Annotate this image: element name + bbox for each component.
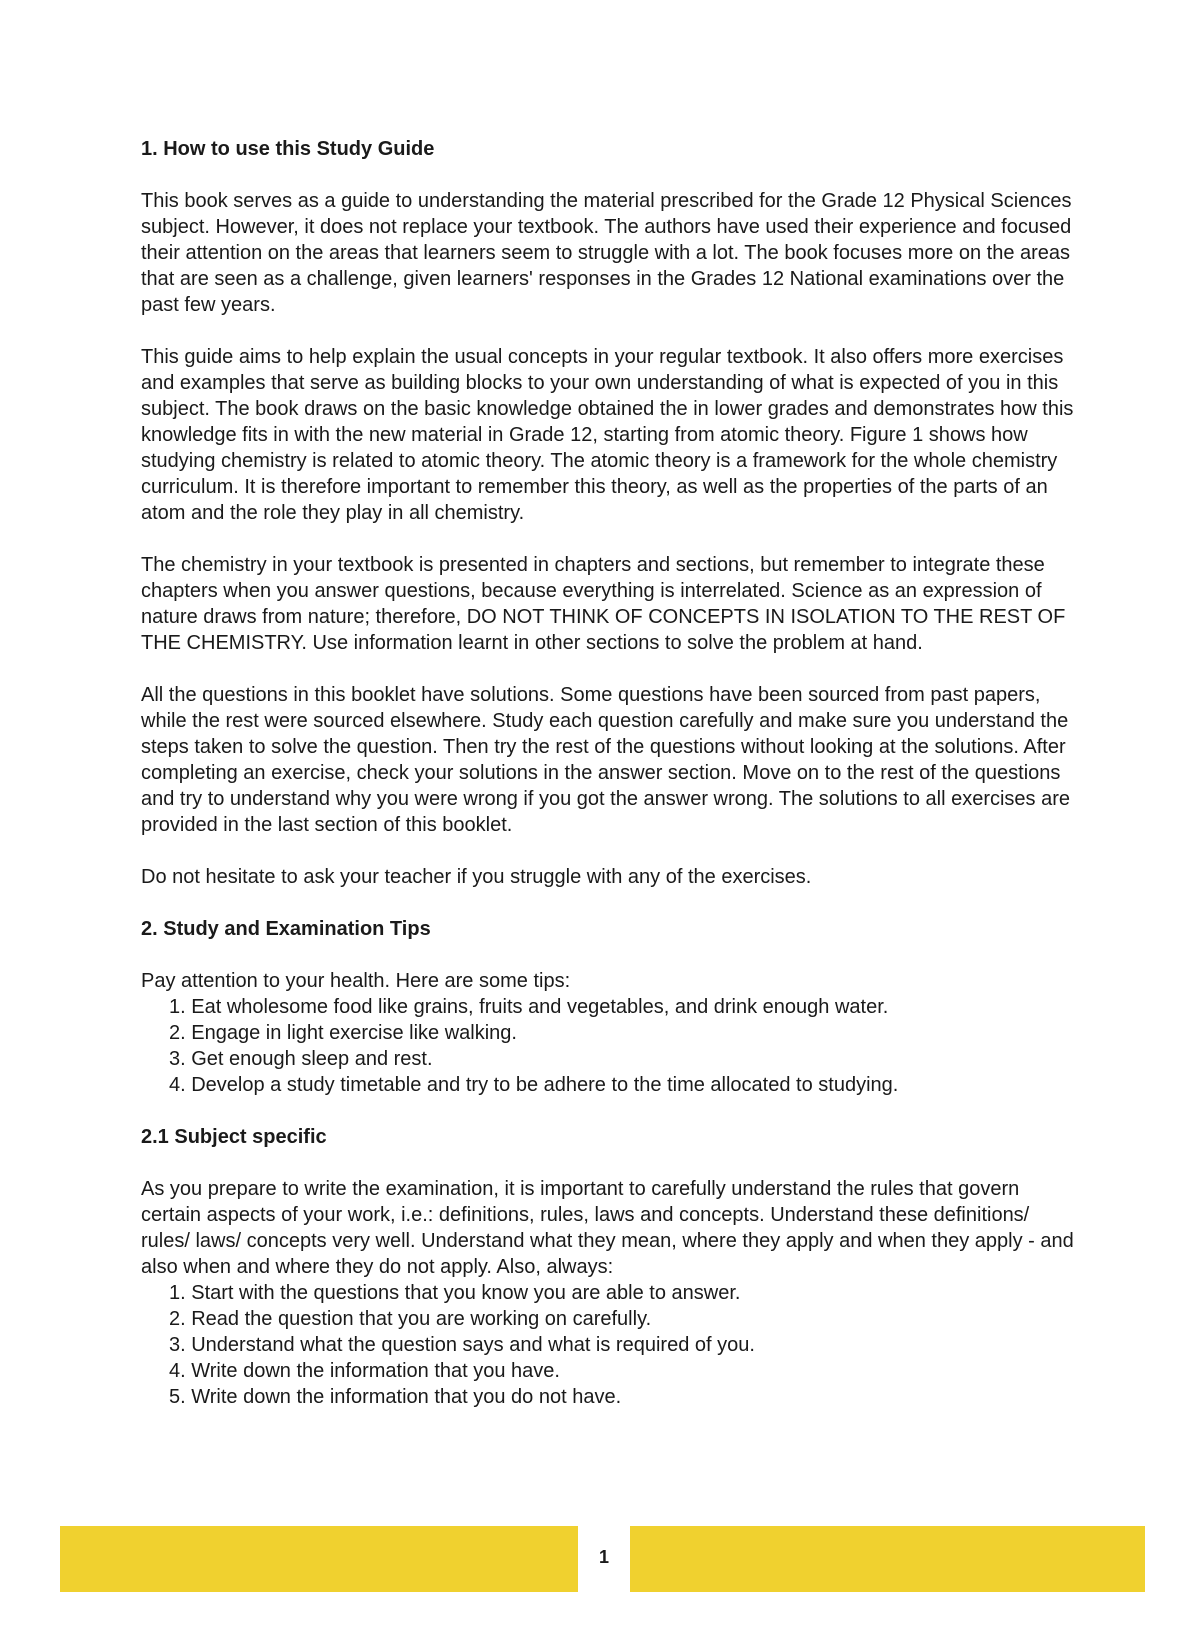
- page-number: 1: [598, 1547, 609, 1567]
- section-heading-study-tips: 2. Study and Examination Tips: [141, 918, 431, 940]
- list-item: 4. Develop a study timetable and try to be adhere to the time allocated to studying.: [169, 1074, 899, 1096]
- paragraph: This book serves as a guide to understanding the material prescribed for the Grade 12 Physical Sciences subject. However, it does not replace your textbook. The authors have used their experience and focused their attention on the areas that learners seem to struggle with a lot. The book focuses more on the areas that are seen as a challenge, given learners' responses in the Grades 12 National examinations over the past few years.: [141, 190, 1072, 316]
- footer-bar-left: [60, 1526, 578, 1592]
- list-item: 1. Start with the questions that you know you are able to answer.: [169, 1282, 741, 1304]
- paragraph: Do not hesitate to ask your teacher if you struggle with any of the exercises.: [141, 866, 812, 888]
- footer-bar-right: [630, 1526, 1145, 1592]
- page-content: [141, 136, 1081, 1410]
- list-item: 3. Get enough sleep and rest.: [169, 1048, 433, 1070]
- list-item: 2. Engage in light exercise like walking.: [169, 1022, 517, 1044]
- paragraph: All the questions in this booklet have solutions. Some questions have been sourced from past papers, while the rest were sourced elsewhere. Study each question carefully and make sure you understand the steps taken to solve the question. Then try the rest of the questions without looking at the solutions. After completing an exercise, check your solutions in the answer section. Move on to the rest of the questions and try to understand why you were wrong if you got the answer wrong. The solutions to all exercises are provided in the last section of this booklet.: [141, 684, 1071, 836]
- list-item: 2. Read the question that you are working on carefully.: [169, 1308, 652, 1330]
- list-item: 3. Understand what the question says and what is required of you.: [169, 1334, 755, 1356]
- health-tips-list: [141, 994, 1081, 1098]
- paragraph: This guide aims to help explain the usual concepts in your regular textbook. It also offers more exercises and examples that serve as building blocks to your own understanding of what is expected of you in this subject. The book draws on the basic knowledge obtained the in lower grades and demonstrates how this knowledge fits in with the new material in Grade 12, starting from atomic theory. Figure 1 shows how studying chemistry is related to atomic theory. The atomic theory is a framework for the whole chemistry curriculum. It is therefore important to remember this theory, as well as the properties of the parts of an atom and the role they play in all chemistry.: [141, 346, 1074, 524]
- paragraph: The chemistry in your textbook is presented in chapters and sections, but remember to integrate these chapters when you answer questions, because everything is interrelated. Science as an expression of nature draws from nature; therefore, DO NOT THINK OF CONCEPTS IN ISOLATION TO THE REST OF THE CHEMISTRY. Use information learnt in other sections to solve the problem at hand.: [141, 554, 1066, 654]
- paragraph: As you prepare to write the examination, it is important to carefully understand the rules that govern certain aspects of your work, i.e.: definitions, rules, laws and concepts. Understand these definitions/ rules/ laws/ concepts very well. Understand what they mean, where they apply and when they apply - and also when and where they do not apply. Also, always:: [141, 1178, 1074, 1278]
- list-item: 5. Write down the information that you do not have.: [169, 1386, 622, 1408]
- section-heading-subject-specific: 2.1 Subject specific: [141, 1126, 327, 1148]
- exam-steps-list: [141, 1280, 1081, 1410]
- list-item: 4. Write down the information that you have.: [169, 1360, 560, 1382]
- section-heading-how-to-use: 1. How to use this Study Guide: [141, 138, 435, 160]
- paragraph: Pay attention to your health. Here are some tips:: [141, 970, 571, 992]
- list-item: 1. Eat wholesome food like grains, fruits and vegetables, and drink enough water.: [169, 996, 889, 1018]
